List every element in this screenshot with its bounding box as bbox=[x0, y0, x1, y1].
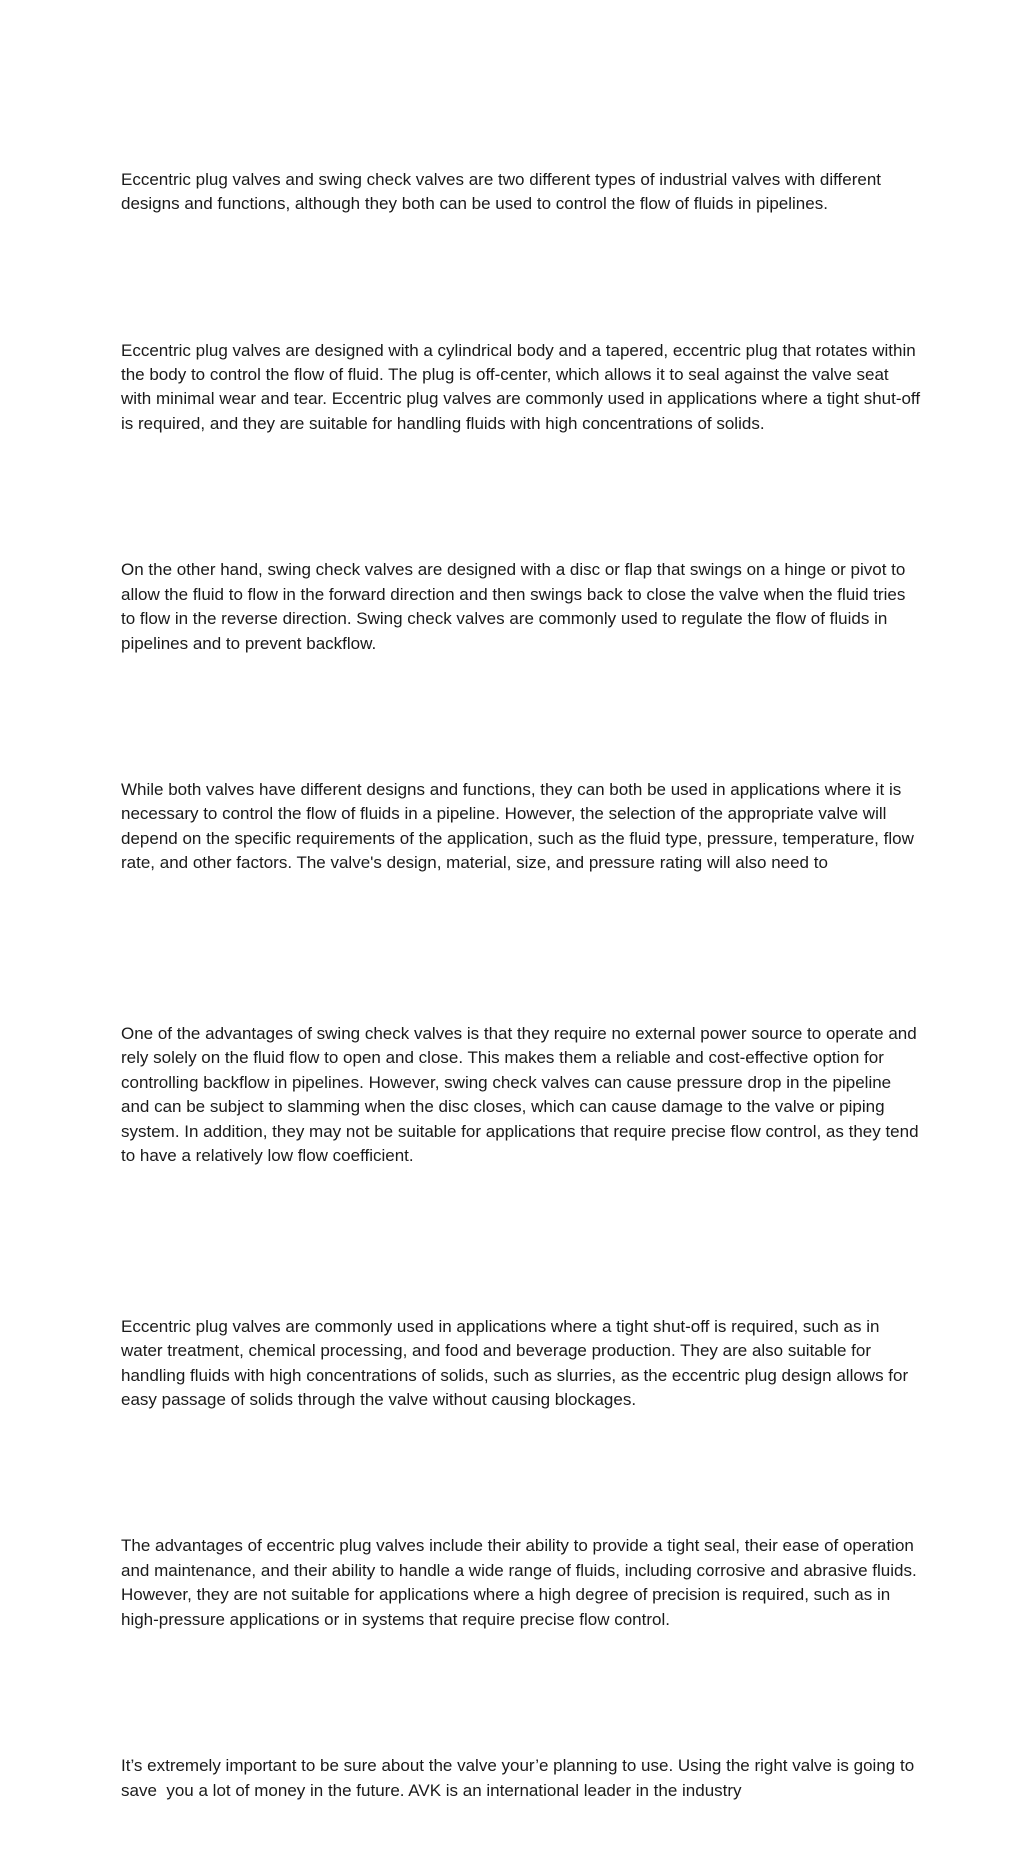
paragraph-intro: Eccentric plug valves and swing check valves are two different types of industrial valves with different designs and functions, although they both can be used to control the flow of fluids in pipelines. bbox=[121, 169, 886, 214]
paragraph-spacer bbox=[121, 705, 921, 729]
paragraph-spacer bbox=[121, 924, 921, 973]
paragraph-spacer bbox=[121, 1217, 921, 1266]
paragraph-eccentric-plug-applications: Eccentric plug valves are commonly used in applications where a tight shut-off is required, such as in water treatment, chemical processing, and food and beverage production. They are also suitable for handling fluids with high concentrations of solids, such as slurries, as the eccentric plug design allows for easy passage of solids through the valve without causing blockages. bbox=[121, 1316, 913, 1410]
paragraph-swing-check-design: On the other hand, swing check valves are designed with a disc or flap that swings on a hinge or pivot to allow the fluid to flow in the forward direction and then swings back to close the valve when the fluid tries to flow in the reverse direction. Swing check valves are commonly used to regulate the flow of fluids in pipelines and to prevent backflow. bbox=[121, 560, 911, 653]
paragraph-spacer bbox=[121, 1681, 921, 1705]
paragraph-spacer bbox=[121, 485, 921, 509]
paragraph-closing: It’s extremely important to be sure about the valve your’e planning to use. Using the right valve is going to save you a lot of money in the future. AVK is an international leader in the industry bbox=[121, 1756, 919, 1800]
paragraph-selection: While both valves have different designs and functions, they can both be used in applications where it is necessary to control the flow of fluids in a pipeline. However, the selection of the appropriate valve will depend on the specific requirements of the application, such as the fluid type, pressure, temperature, flow rate, and other factors. The valve's design, material, size, and pressure rating will also need to bbox=[121, 779, 919, 873]
paragraph-spacer bbox=[121, 265, 921, 289]
paragraph-swing-check-advantages: One of the advantages of swing check valves is that they require no external power source to operate and rely solely on the fluid flow to open and close. This makes them a reliable and cost-effective option for controlling backflow in pipelines. However, swing check valves can cause pressure drop in the pipeline and can be subject to slamming when the disc closes, which can cause damage to the valve or piping system. In addition, they may not be suitable for applications that require precise flow control, as they tend to have a relatively low flow coefficient. bbox=[121, 1023, 924, 1165]
document-body bbox=[121, 119, 925, 1852]
paragraph-eccentric-plug-design: Eccentric plug valves are designed with a cylindrical body and a tapered, eccentric plug that rotates within the body to control the flow of fluid. The plug is off-center, which allows it to seal against the valve seat with minimal wear and tear. Eccentric plug valves are commonly used in applications where a tight shut-off is required, and they are suitable for handling fluids with high concentrations of solids. bbox=[121, 340, 925, 433]
paragraph-spacer bbox=[121, 1461, 921, 1485]
paragraph-eccentric-plug-advantages: The advantages of eccentric plug valves include their ability to provide a tight seal, their ease of operation and maintenance, and their ability to handle a wide range of fluids, including corrosive and abrasive fluids. However, they are not suitable for applications where a high degree of precision is required, such as in high-pressure applications or in systems that require precise flow control. bbox=[121, 1536, 922, 1629]
